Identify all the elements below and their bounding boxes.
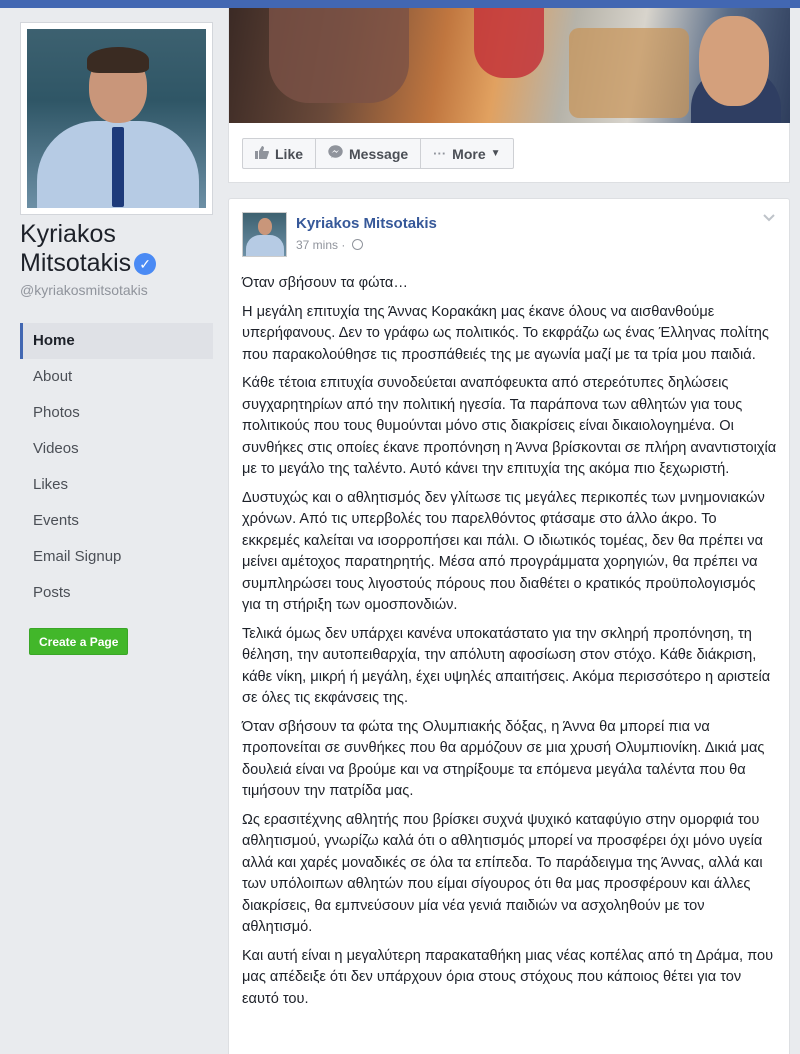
nav-item-posts[interactable]: Posts bbox=[33, 584, 71, 601]
page-actions bbox=[242, 138, 514, 169]
nav-item-home[interactable]: Home bbox=[20, 323, 213, 359]
verified-badge-icon: ✓ bbox=[134, 253, 156, 275]
messenger-icon bbox=[328, 145, 343, 162]
thumbs-up-icon bbox=[255, 146, 269, 162]
chevron-down-icon[interactable] bbox=[763, 211, 775, 225]
post-paragraph: Όταν σβήσουν τα φώτα της Ολυμπιακής δόξας, η Άννα θα μπορεί πια να προπονείται σε συνθήκες που θα αρμόζουν σε μια χρυσή Ολυμπιονίκη. Δικιά μας δουλειά είναι να βρούμε και να στηρίξουμε τα επόμενα μεγάλα ταλέντα που θα τιμήσουν την πατρίδα μας. bbox=[242, 718, 765, 799]
post-paragraph: Όταν σβήσουν τα φώτα… bbox=[242, 275, 408, 291]
cover-photo[interactable] bbox=[229, 8, 790, 123]
more-label: More bbox=[452, 145, 486, 162]
message-label: Message bbox=[349, 145, 409, 162]
nav-item-events[interactable]: Events bbox=[33, 512, 79, 529]
post-author-name[interactable]: Kyriakos Mitsotakis bbox=[296, 215, 437, 232]
like-button[interactable] bbox=[242, 138, 316, 169]
post-paragraph: Και αυτή είναι η μεγαλύτερη παρακαταθήκη μιας νέας κοπέλας από τη Δράμα, που μας απέδειξε ότι δεν υπάρχουν όρια στους στόχους που κάποιος θέτει για τον εαυτό του. bbox=[242, 947, 774, 1007]
post-author-avatar[interactable] bbox=[242, 212, 287, 257]
post-text bbox=[242, 273, 778, 1017]
profile-picture[interactable] bbox=[20, 22, 213, 215]
nav-item-videos[interactable]: Videos bbox=[33, 440, 79, 457]
post-meta bbox=[296, 238, 363, 252]
create-page-button[interactable]: Create a Page bbox=[29, 628, 128, 655]
nav-item-about[interactable]: About bbox=[33, 368, 73, 385]
profile-photo bbox=[27, 29, 206, 208]
page-username[interactable]: @kyriakosmitsotakis bbox=[20, 282, 148, 298]
caret-down-icon: ▼ bbox=[490, 148, 501, 159]
nav-item-email-signup[interactable]: Email Signup bbox=[33, 548, 122, 565]
nav-item-likes[interactable]: Likes bbox=[33, 476, 69, 493]
cover-card bbox=[228, 8, 790, 183]
more-dots-icon: ··· bbox=[433, 146, 447, 161]
post-paragraph: Κάθε τέτοια επιτυχία συνοδεύεται αναπόφευκτα από στερεότυπες δηλώσεις συγχαρητηρίων από την πολιτική ηγεσία. Τα παράπονα των αθλητών για τους πολιτικούς που τους θυμούνται μόνο στις διακρίσεις είναι δικαιολογημένα. Οι συνθήκες στις οποίες έκανε προπόνηση η Άννα βρίσκονται σε πλήρη αναντιστοιχία με το μεγάλο της ταλέντο. Αυτό κάνει την επιτυχία της ακόμα πιο ξεχωριστή. bbox=[242, 375, 777, 477]
meta-separator: · bbox=[341, 238, 346, 252]
post-timestamp[interactable]: 37 mins bbox=[296, 238, 339, 252]
nav-item-photos[interactable]: Photos bbox=[33, 404, 80, 421]
post-paragraph: Δυστυχώς και ο αθλητισμός δεν γλίτωσε τις μεγάλες περικοπές των μνημονιακών χρόνων. Από τις υπερβολές του παρελθόντος φτάσαμε στο άλλο άκρο. Το εκκρεμές καλείται να ισορροπήσει και πάλι. Ο ιδιωτικός τομέας, δεν θα πρέπει να μείνει αμέτοχος παρατηρητής. Μέσα από προγράμματα χορηγιών, θα πρέπει να συμπληρώσει τους λιγοστούς πόρους που διαθέτει ο κρατικός προϋπολογισμός για τη στήριξη των ομοσπονδιών. bbox=[242, 489, 765, 613]
page-nav bbox=[20, 323, 213, 611]
more-button[interactable] bbox=[420, 138, 513, 169]
page-title bbox=[20, 220, 220, 278]
globe-icon bbox=[352, 239, 363, 250]
top-blue-bar bbox=[0, 0, 800, 8]
post-card bbox=[228, 198, 790, 1054]
post-paragraph: Η μεγάλη επιτυχία της Άννας Κορακάκη μας έκανε όλους να αισθανθούμε υπερήφανους. Δεν το γράφω ως πολιτικός. Το εκφράζω ως ένας Έλληνας πολίτης που παρακολούθησε τις προσπάθειές της με αγωνία μαζί με τα τρία μου παιδιά. bbox=[242, 303, 769, 363]
page-name-text: Kyriakos Mitsotakis bbox=[20, 220, 132, 277]
message-button[interactable] bbox=[315, 138, 421, 169]
post-paragraph: Τελικά όμως δεν υπάρχει κανένα υποκατάστατο για την σκληρή προπόνηση, τη θέληση, την αυτοπειθαρχία, την απόλυτη αφοσίωση στον στόχο. Κάθε διάκριση, κάθε νίκη, μικρή ή μεγάλη, έχει υψηλές απαιτήσεις. Ακόμα περισσότερο η αριστεία σε όλες τις εκφάνσεις της. bbox=[242, 625, 771, 706]
post-paragraph: Ως ερασιτέχνης αθλητής που βρίσκει συχνά ψυχικό καταφύγιο στην ομορφιά του αθλητισμού, γνωρίζω καλά ότι ο αθλητισμός μπορεί να προσφέρει όχι μόνο υγεία αλλά και χαρές μοναδικές σε όλα τα επίπεδα. Το παράδειγμα της Άννας, αλλά και των υπόλοιπων αθλητών που είμαι σίγουρος ότι θα μας προσφέρουν και άλλες διακρίσεις, θα εμπνεύσουν μία νέα γενιά παιδιών να ασχοληθούν με τον αθλητισμό. bbox=[242, 811, 763, 935]
like-label: Like bbox=[275, 145, 304, 162]
